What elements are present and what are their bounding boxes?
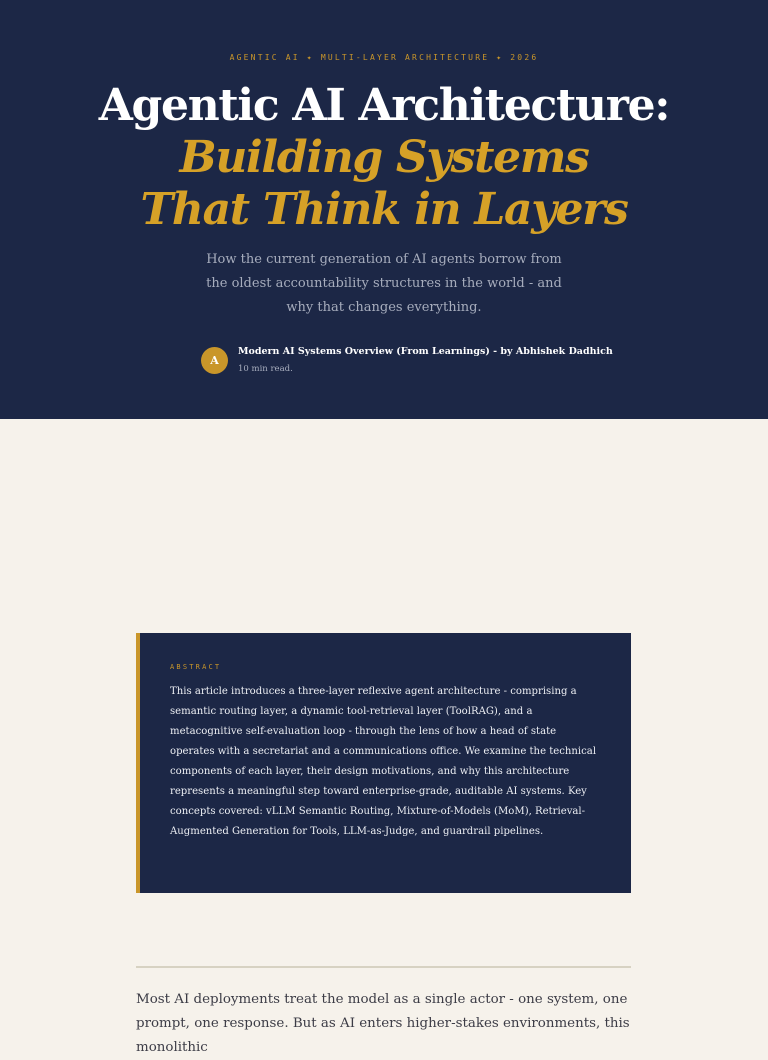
article-intro: Most AI deployments treat the model as a single actor - one system, one prompt, one response. But as AI enters higher-stakes environments, this monolithic xyxy=(136,992,630,1055)
subtitle: How the current generation of AI agents borrow from the oldest accountability structures in the world - and why that changes everything. xyxy=(206,252,562,315)
author-byline xyxy=(201,345,613,376)
author-meta xyxy=(238,345,613,376)
title-line-1: Agentic AI Architecture: xyxy=(98,80,670,131)
page-title xyxy=(0,80,768,236)
author-name[interactable]: Modern AI Systems Overview (From Learnings) - by Abhishek Dadhich xyxy=(238,346,613,357)
avatar: A xyxy=(201,347,228,374)
section-divider xyxy=(136,966,631,968)
eyebrow-tagline: AGENTIC AI ✦ MULTI-LAYER ARCHITECTURE ✦ 2026 xyxy=(229,53,539,62)
read-time: 10 min read. xyxy=(238,364,293,374)
abstract-label: ABSTRACT xyxy=(170,663,222,671)
abstract-body: This article introduces a three-layer reflexive agent architecture - comprising a semantic routing layer, a dynamic tool-retrieval layer (ToolRAG), and a metacognitive self-evaluation loop - through the lens of how a head of state operates with a secretariat and a communications office. We examine the technical components of each layer, their design motivations, and why this architecture represents a meaningful step toward enterprise-grade, auditable AI systems. Key concepts covered: vLLM Semantic Routing, Mixture-of-Models (MoM), Retrieval-Augmented Generation for Tools, LLM-as-Judge, and guardrail pipelines. xyxy=(170,686,597,837)
abstract-box xyxy=(136,633,631,893)
title-line-2: Building Systems That Think in Layers xyxy=(140,132,628,235)
hero-header xyxy=(0,0,768,419)
